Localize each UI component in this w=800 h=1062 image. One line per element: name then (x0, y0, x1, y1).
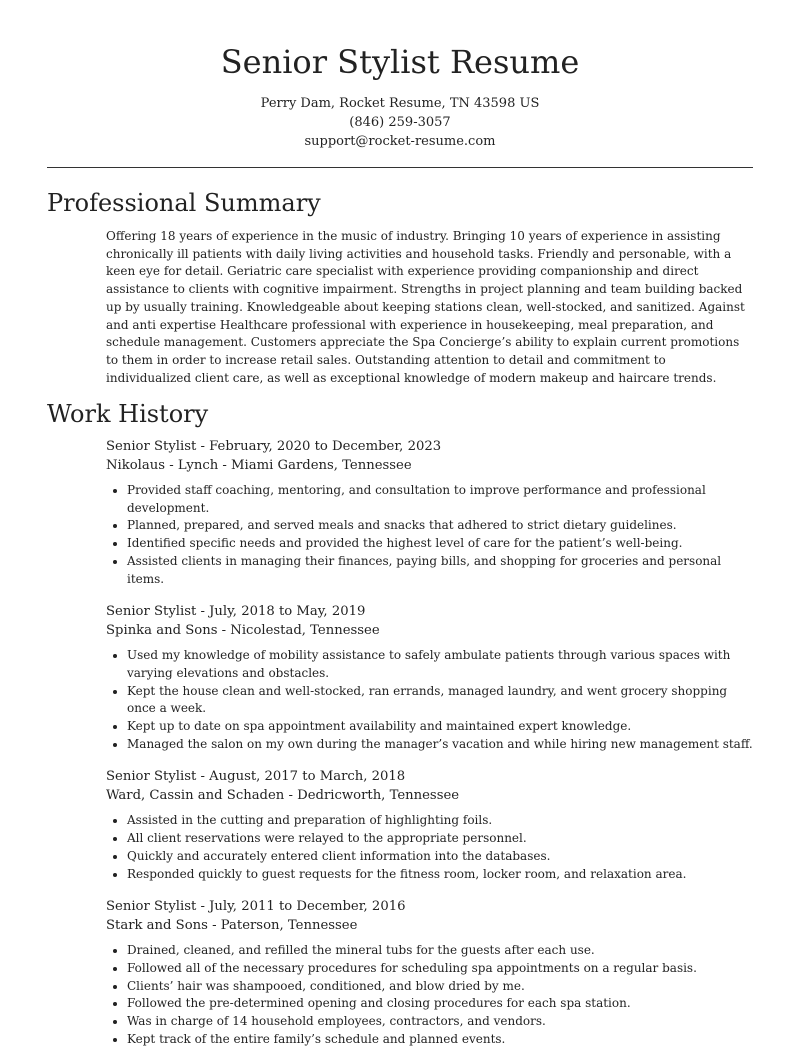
job-bullet: • All client reservations were relayed to the appropriate personnel. (127, 830, 756, 848)
resume-title: Senior Stylist Resume (220, 43, 580, 81)
contact-email: support@rocket-resume.com (304, 134, 496, 149)
contact-phone: (846) 259-3057 (349, 115, 451, 130)
job-title: Senior Stylist - February, 2020 to December, 2023 (106, 439, 442, 454)
job-bullet: • Assisted clients in managing their finances, paying bills, and shopping for groceries and personal items. (127, 553, 756, 588)
job-entry (106, 767, 756, 883)
job-bullet: • Managed the salon on my own during the manager’s vacation and while hiring new management staff. (127, 736, 756, 754)
job-bullet: • Kept the house clean and well-stocked, ran errands, managed laundry, and went grocery shopping once a week. (127, 683, 756, 718)
job-title: Senior Stylist - July, 2018 to May, 2019 (106, 604, 366, 620)
work-history-list (106, 437, 756, 1062)
job-bullet: • Assisted in the cutting and preparation of highlighting foils. (127, 812, 756, 830)
job-title: Senior Stylist - August, 2017 to March, 2018 (106, 769, 406, 785)
job-bullet: • Was in charge of 14 household employees, contractors, and vendors. (127, 1013, 756, 1031)
job-company: Stark and Sons - Paterson, Tennessee (106, 918, 358, 934)
job-entry (106, 437, 756, 588)
job-company: Nikolaus - Lynch - Miami Gardens, Tennessee (106, 458, 412, 473)
job-bullet: • Kept up to date on spa appointment availability and maintained expert knowledge. (127, 718, 756, 736)
job-bullet: • Clients’ hair was shampooed, conditioned, and blow dried by me. (127, 978, 756, 996)
job-bullet: • Planned, prepared, and served meals and snacks that adhered to strict dietary guidelines. (127, 517, 756, 535)
job-title: Senior Stylist - July, 2011 to December, 2016 (106, 899, 406, 915)
job-bullets (106, 482, 756, 588)
job-entry (106, 897, 756, 1048)
job-bullet: • Kept track of the entire family’s schedule and planned events. (127, 1031, 756, 1049)
job-company: Ward, Cassin and Schaden - Dedricworth, Tennessee (106, 788, 460, 804)
summary-text: Offering 18 years of experience in the music of industry. Bringing 10 years of experience in assisting chronically ill patients with daily living activities and household tasks. Friendly and personable, with a keen eye for detail. Geriatric care specialist with experience providing companionship and direct assistance to clients with cognitive impairment. Strengths in project planning and team building backed up by usually training. Knowledgeable about keeping stations clean, well-stocked, and sanitized. Against and anti expertise Healthcare professional with experience in housekeeping, meal preparation, and schedule management. Customers appreciate the Spa Concierge’s ability to explain current promotions to them in order to increase retail sales. Outstanding attention to detail and commitment to individualized client care, as well as exceptional knowledge of modern makeup and haircare trends. (106, 229, 745, 385)
job-bullet: • Responded quickly to guest requests for the fitness room, locker room, and relaxation area. (127, 866, 756, 884)
summary-heading: Professional Summary (47, 189, 321, 217)
job-bullet: • Identified specific needs and provided the highest level of care for the patient’s well-being. (127, 535, 756, 553)
work-history-heading: Work History (47, 400, 209, 428)
job-bullet: • Provided staff coaching, mentoring, and consultation to improve performance and professional development. (127, 482, 756, 517)
job-entry (106, 602, 756, 753)
job-bullet: • Quickly and accurately entered client information into the databases. (127, 848, 756, 866)
contact-info (0, 94, 800, 151)
job-bullets (106, 647, 756, 753)
job-bullets (106, 812, 756, 883)
header-divider (47, 167, 753, 168)
job-bullet: • Followed the pre-determined opening and closing procedures for each spa station. (127, 995, 756, 1013)
contact-address: Perry Dam, Rocket Resume, TN 43598 US (260, 96, 540, 111)
job-bullets (106, 942, 756, 1048)
job-bullet: • Drained, cleaned, and refilled the mineral tubs for the guests after each use. (127, 942, 756, 960)
job-bullet: • Followed all of the necessary procedures for scheduling spa appointments on a regular basis. (127, 960, 756, 978)
job-bullet: • Used my knowledge of mobility assistance to safely ambulate patients through various spaces with varying elevations and obstacles. (127, 647, 756, 682)
job-company: Spinka and Sons - Nicolestad, Tennessee (106, 623, 380, 639)
